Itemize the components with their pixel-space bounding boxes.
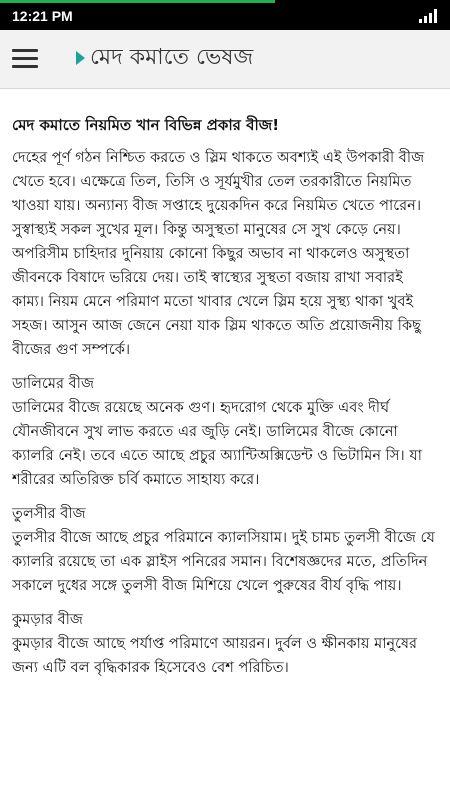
- section-pomegranate-seed: [12, 372, 438, 492]
- section-pumpkin-seed: [12, 608, 438, 680]
- section-title: ডালিমের বীজ: [12, 375, 95, 392]
- section-body: কুমড়ার বীজে আছে পর্যাপ্ত পরিমাণে আয়রন। দুর্বল ও ক্ষীনকায় মানুষের জন্য এটি বল বৃদ্ধিকারক হিসেবেও বেশ পরিচিত।: [12, 635, 418, 676]
- status-time: 12:21 PM: [12, 8, 73, 24]
- article-headline: মেদ কমাতে নিয়মিত খান বিভিন্ন প্রকার বীজ!: [12, 116, 280, 134]
- page-title: মেদ কমাতে ভেষজ: [90, 45, 254, 70]
- section-body: ডালিমের বীজে রয়েছে অনেক গুণ। হৃদরোগ থেকে মুক্তি এবং দীর্ঘ যৌনজীবনে সুখ লাভ করতে এর জুড়ি নেই। ডালিমের বীজে কোনো ক্যালরি নেই। তবে এতে আছে প্রচুর অ্যান্টিঅক্সিডেন্ট ও ভিটামিন সি। যা শরীরের অতিরিক্ত চর্বি কমাতে সাহায্য করে।: [12, 399, 422, 488]
- app-bar: [0, 30, 450, 89]
- article-content: [12, 100, 438, 790]
- signal-strength-icon: [418, 8, 440, 24]
- loading-progress-bar: [0, 0, 275, 3]
- section-title: কুমড়ার বীজ: [12, 611, 83, 628]
- section-basil-seed: [12, 502, 438, 598]
- section-body: তুলসীর বীজে আছে প্রচুর পরিমানে ক্যালসিয়াম। দুই চামচ তুলসী বীজে যে ক্যালরি রয়েছে তা এক স্লাইস পনিরের সমান। বিশেষজ্ঞদের মতে, প্রতিদিন সকালে দুধের সঙ্গে তুলসী বীজ মিশিয়ে খেলে পুরুষের বীর্য বৃদ্ধি পায়।: [12, 529, 435, 594]
- section-title: তুলসীর বীজ: [12, 505, 86, 522]
- title-arrow-icon: [76, 51, 85, 65]
- article-intro: দেহের পূর্ণ গঠন নিশ্চিত করতে ও স্লিম থাকতে অবশ্যই এই উপকারী বীজ খেতে হবে। এক্ষেত্রে তিল, তিসি ও সূর্যমুখীর তেল তরকারীতে নিয়মিত খাওয়া যায়। অন্যান্য বীজ সপ্তাহে দুয়েকদিন করে নিয়মিত খেতে পারেন। সুস্বাস্থ্যই সকল সুখের মূল। কিন্তু অসুস্থতা মানুষের সে সুখ কেড়ে নেয়। অপরিসীম চাহিদার দুনিয়ায় কোনো কিছুর অভাব না থাকলেও অসুস্থতা জীবনকে বিষাদে ভরিয়ে দেয়। তাই স্বাস্থ্যের সুস্থতা বজায় রাখা সবারই কাম্য। নিয়ম মেনে পরিমাণ মতো খাবার খেলে স্লিম হয়ে সুস্থ্য থাকা খুবই সহজ। আসুন আজ জেনে নেয়া যাক স্লিম থাকতে অতি প্রয়োজনীয় কিছু বীজের গুণ সম্পর্কে।: [12, 149, 425, 358]
- hamburger-menu-icon[interactable]: [12, 47, 40, 71]
- status-bar: [0, 0, 450, 30]
